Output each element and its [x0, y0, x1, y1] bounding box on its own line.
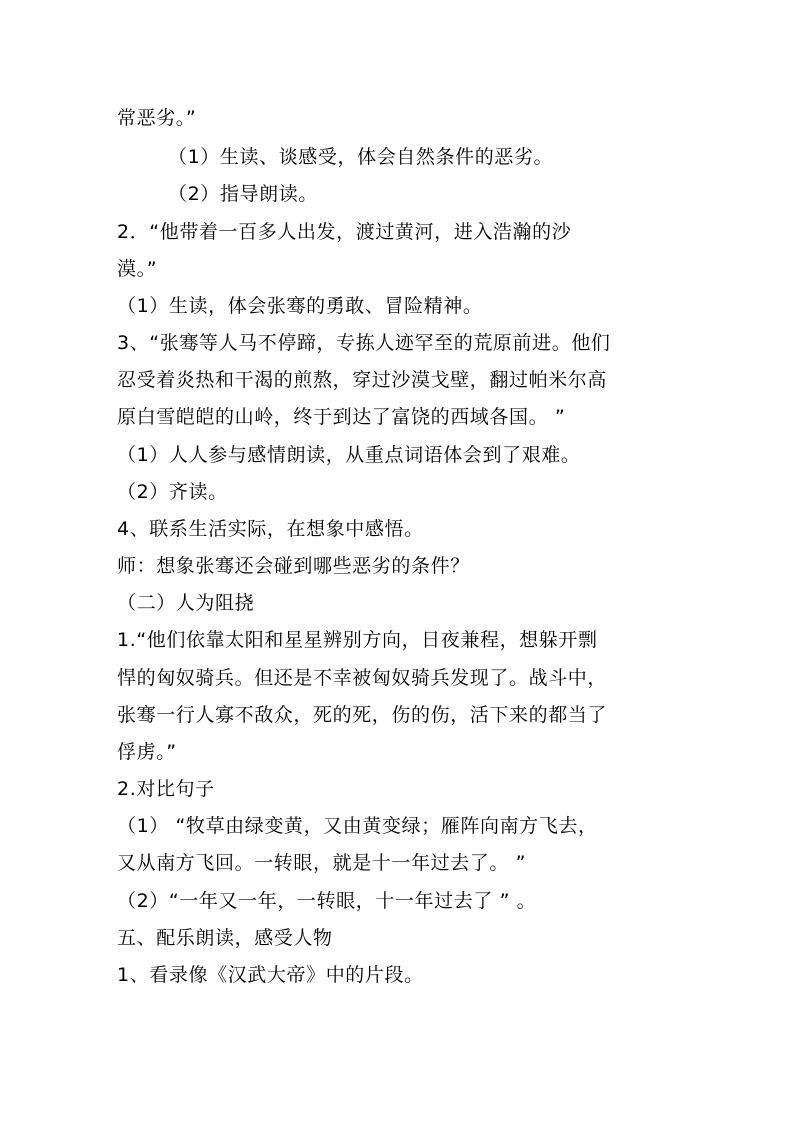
text-line: 2.对比句子 — [117, 778, 215, 800]
text-line: （二）人为阻挠 — [117, 592, 255, 614]
text-line: （1）生读、谈感受，体会自然条件的恶劣。 — [168, 146, 554, 168]
text-line: 又从南方飞回。一转眼，就是十一年过去了。 ” — [117, 852, 527, 874]
text-line: （1）生读，体会张骞的勇敢、冒险精神。 — [117, 295, 483, 317]
text-line: 常恶劣。” — [117, 107, 197, 129]
text-line: 悍的匈奴骑兵。但还是不幸被匈奴骑兵发现了。战斗中， — [117, 667, 608, 689]
text-line: 张骞一行人寡不敌众，死的死，伤的伤，活下来的都当了 — [117, 704, 608, 726]
text-line: 师：想象张骞还会碰到哪些恶劣的条件？ — [117, 555, 470, 577]
text-line: 4、联系生活实际，在想象中感悟。 — [117, 518, 424, 540]
text-line: 五、配乐朗读，感受人物 — [117, 927, 333, 949]
text-line: 原白雪皑皑的山岭，终于到达了富饶的西域各国。 ” — [117, 406, 566, 428]
text-line: 1.“他们依靠太阳和星星辨别方向，日夜兼程，想躲开剽 — [117, 629, 598, 651]
text-line: 3、“张骞等人马不停蹄，专拣人迹罕至的荒原前进。他们 — [117, 332, 611, 354]
text-line: （2）“一年又一年，一转眼，十一年过去了 ” 。 — [117, 890, 537, 912]
text-line: 漠。” — [117, 258, 158, 280]
text-line: 忍受着炎热和干渴的煎熬，穿过沙漠戈壁，翻过帕米尔高 — [117, 369, 608, 391]
text-line: 2．“他带着一百多人出发，渡过黄河，进入浩瀚的沙 — [117, 221, 572, 243]
text-line: （1） “牧草由绿变黄，又由黄变绿；雁阵向南方飞去， — [117, 815, 598, 837]
text-line: （1）人人参与感情朗读，从重点词语体会到了艰难。 — [117, 444, 581, 466]
text-line: （2）齐读。 — [117, 481, 228, 503]
text-line: 1、看录像《汉武大帝》中的片段。 — [117, 964, 424, 986]
text-line: （2）指导朗读。 — [168, 183, 318, 205]
text-line: 俘虏。” — [117, 741, 177, 763]
